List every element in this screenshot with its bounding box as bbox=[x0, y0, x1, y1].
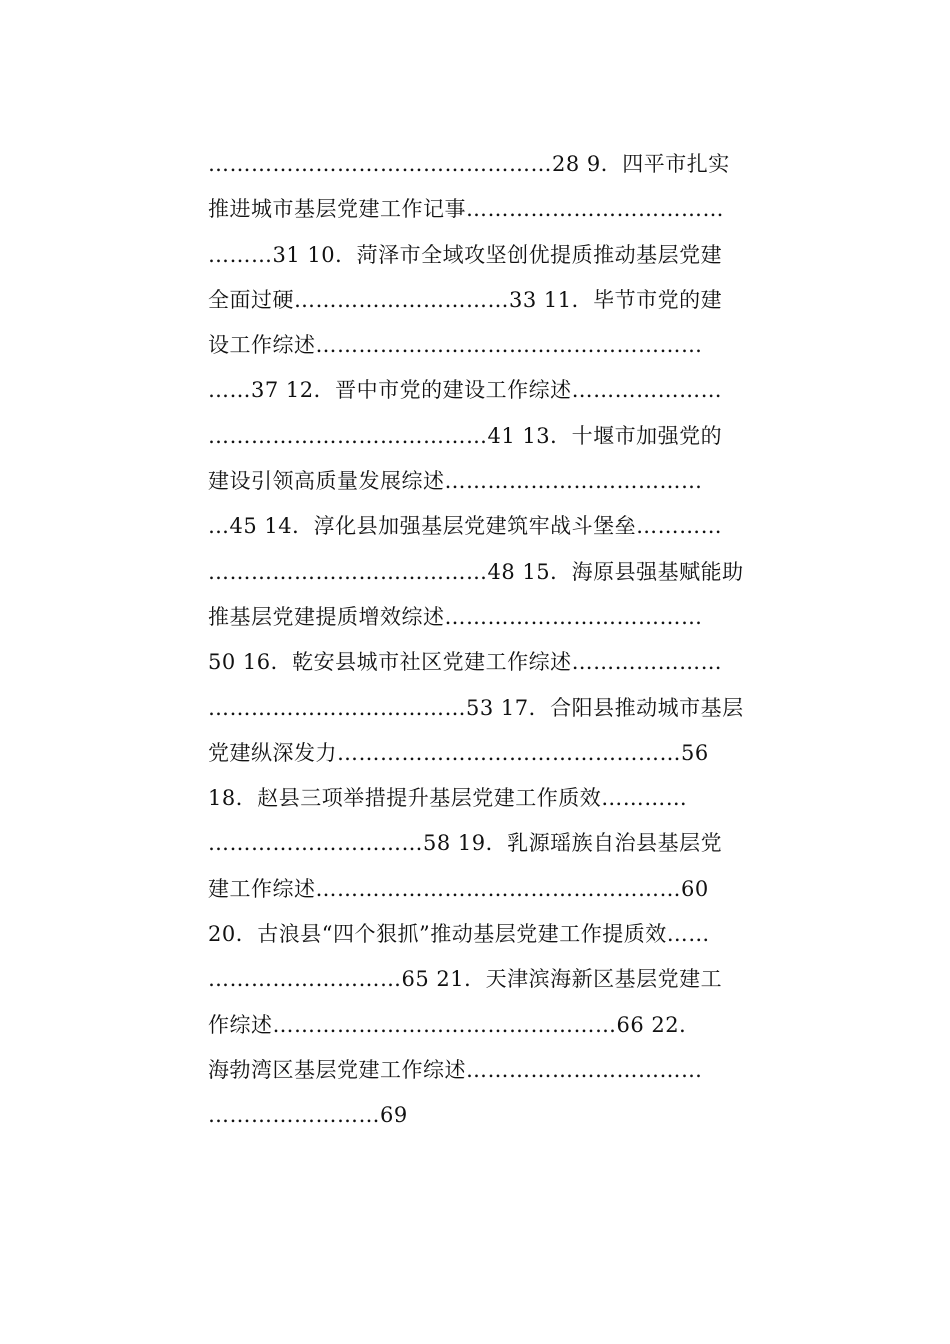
toc-line: …………………………………41 13．十堰市加强党的 bbox=[208, 423, 723, 448]
toc-line: ………………………………53 17．合阳县推动城市基层 bbox=[208, 695, 744, 720]
toc-line: 20．古浪县“四个狠抓”推动基层党建工作提质效…… bbox=[208, 922, 710, 947]
toc-line: ……37 12．晋中市党的建设工作综述………………… bbox=[208, 378, 723, 403]
toc-line: ………31 10．菏泽市全域攻坚创优提质推动基层党建 bbox=[208, 242, 723, 267]
toc-line: 全面过硬…………………………33 11．毕节市党的建 bbox=[208, 287, 723, 312]
table-of-contents bbox=[208, 142, 744, 1139]
toc-line: ……………………69 bbox=[208, 1103, 408, 1128]
toc-line: 作综述…………………………………………66 22． bbox=[208, 1012, 701, 1037]
toc-line: 推基层党建提质增效综述……………………………… bbox=[208, 604, 703, 629]
toc-line: 18．赵县三项举措提升基层党建工作质效………… bbox=[208, 786, 688, 811]
toc-line: 建工作综述……………………………………………60 bbox=[208, 876, 709, 901]
toc-line: 建设引领高质量发展综述……………………………… bbox=[208, 469, 703, 494]
toc-line: ………………………65 21．天津滨海新区基层党建工 bbox=[208, 967, 723, 992]
toc-line: 海勃湾区基层党建工作综述…………………………… bbox=[208, 1057, 703, 1082]
toc-line: …45 14．淳化县加强基层党建筑牢战斗堡垒………… bbox=[208, 514, 723, 539]
toc-line: 推进城市基层党建工作记事……………………………… bbox=[208, 197, 724, 222]
toc-line: …………………………58 19．乳源瑶族自治县基层党 bbox=[208, 831, 723, 856]
toc-line: …………………………………………28 9．四平市扎实 bbox=[208, 152, 730, 176]
toc-line: 党建纵深发力…………………………………………56 bbox=[208, 740, 709, 765]
toc-line: 50 16．乾安县城市社区党建工作综述………………… bbox=[208, 650, 723, 675]
toc-line: …………………………………48 15．海原县强基赋能助 bbox=[208, 559, 744, 584]
toc-line: 设工作综述……………………………………………… bbox=[208, 333, 703, 358]
